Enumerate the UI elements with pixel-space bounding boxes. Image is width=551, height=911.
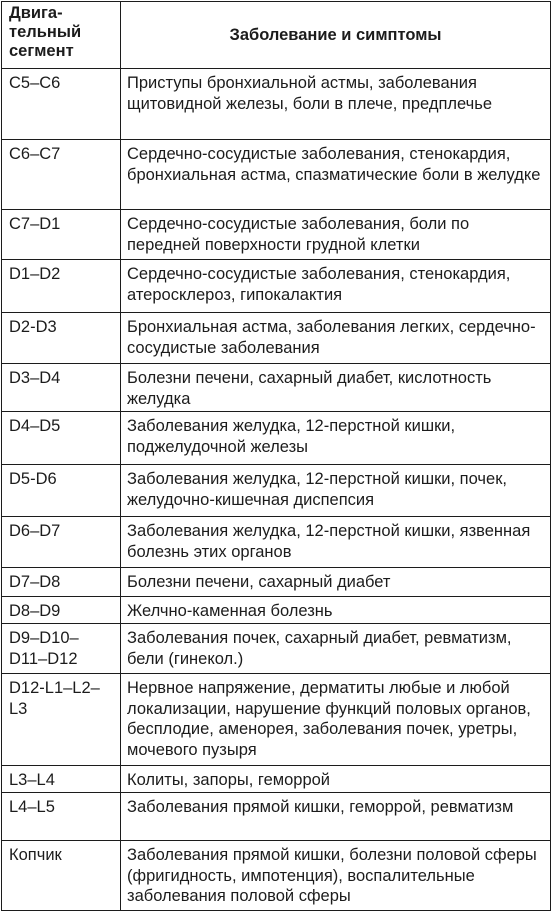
- table-row: [2, 465, 551, 517]
- table-row: [2, 568, 551, 597]
- table-row: [2, 364, 551, 412]
- segment-cell: С7–D1: [2, 210, 121, 260]
- table-row: [2, 841, 551, 911]
- symptoms-cell: Сердечно-сосудистые заболевания, боли по передней поверхности грудной клетки: [121, 210, 551, 260]
- segment-cell: D7–D8: [2, 568, 121, 597]
- table-row: [2, 517, 551, 568]
- segment-cell: L3–L4: [2, 766, 121, 793]
- segment-cell: L4–L5: [2, 793, 121, 841]
- segment-cell: D4–D5: [2, 412, 121, 465]
- table-row: [2, 313, 551, 364]
- symptoms-cell: Сердечно-сосудистые заболевания, стенокардия, бронхиальная астма, спазматические боли в желудке: [121, 140, 551, 210]
- symptoms-cell: Болезни печени, сахарный диабет: [121, 568, 551, 597]
- table-row: [2, 674, 551, 766]
- segment-column-header: [2, 2, 121, 69]
- table-row: [2, 766, 551, 793]
- table-row: [2, 597, 551, 624]
- segment-cell: D3–D4: [2, 364, 121, 412]
- symptoms-cell: Приступы бронхиальной астмы, заболевания щитовидной железы, боли в плече, предплечье: [121, 69, 551, 140]
- symptoms-cell: Заболевания желудка, 12-перстной кишки, поджелудочной железы: [121, 412, 551, 465]
- table-row: [2, 412, 551, 465]
- segment-cell: D5-D6: [2, 465, 121, 517]
- segment-cell: С5–С6: [2, 69, 121, 140]
- table-row: [2, 793, 551, 841]
- symptoms-cell: Нервное напряжение, дерматиты любые и любой локализации, нарушение функций половых органов, бесплодие, аменорея, заболевания почек, уретры, мочевого пузыря: [121, 674, 551, 766]
- symptoms-cell: Заболевания прямой кишки, геморрой, ревматизм: [121, 793, 551, 841]
- symptoms-cell: Заболевания желудка, 12-перстной кишки, почек, желудочно-кишечная диспепсия: [121, 465, 551, 517]
- segment-cell: D12-L1–L2–L3: [2, 674, 121, 766]
- symptoms-column-header: Заболевание и симптомы: [121, 2, 551, 69]
- segment-cell: D6–D7: [2, 517, 121, 568]
- segment-header-line: Двига-: [9, 4, 63, 22]
- segment-cell: С6–С7: [2, 140, 121, 210]
- symptoms-cell: Болезни печени, сахарный диабет, кислотность желудка: [121, 364, 551, 412]
- table-row: [2, 140, 551, 210]
- symptoms-cell: Бронхиальная астма, заболевания легких, сердечно-сосудистые заболевания: [121, 313, 551, 364]
- symptoms-cell: Желчно-каменная болезнь: [121, 597, 551, 624]
- table-row: [2, 624, 551, 674]
- symptoms-cell: Заболевания желудка, 12-перстной кишки, язвенная болезнь этих органов: [121, 517, 551, 568]
- symptoms-cell: Колиты, запоры, геморрой: [121, 766, 551, 793]
- symptoms-cell: Заболевания почек, сахарный диабет, ревматизм, бели (гинекол.): [121, 624, 551, 674]
- symptoms-cell: Заболевания прямой кишки, болезни половой сферы (фригидность, импотенция), воспалительные заболевания половой сферы: [121, 841, 551, 911]
- symptoms-cell: Сердечно-сосудистые заболевания, стенокардия, атеросклероз, гипокалактия: [121, 260, 551, 313]
- segment-cell: D9–D10–D11–D12: [2, 624, 121, 674]
- segment-cell: D1–D2: [2, 260, 121, 313]
- segment-header-line: сегмент: [9, 42, 74, 60]
- segment-cell: D8–D9: [2, 597, 121, 624]
- segment-symptoms-table: [1, 1, 551, 911]
- table-row: [2, 260, 551, 313]
- segment-cell: D2-D3: [2, 313, 121, 364]
- segment-header-line: тельный: [9, 23, 82, 41]
- segment-cell: Копчик: [2, 841, 121, 911]
- table-row: [2, 69, 551, 140]
- table-header-row: [2, 2, 551, 69]
- table-row: [2, 210, 551, 260]
